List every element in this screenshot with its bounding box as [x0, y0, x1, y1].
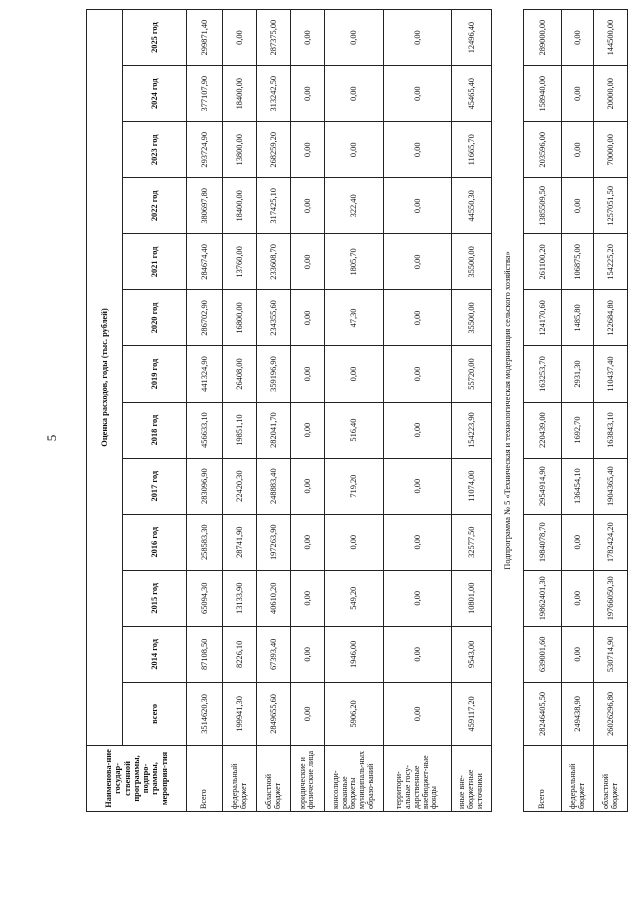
table-cell: 2849655,60: [257, 682, 291, 745]
table-cell: 0,00: [291, 178, 325, 234]
table-cell: 220439,00: [523, 402, 561, 458]
table-cell: 258583,30: [187, 514, 223, 570]
subprogram-title: Подпрограмма № 5 «Техническая и технологическая модернизация сельского хозяйства»: [492, 10, 524, 812]
table-cell: 0,00: [291, 570, 325, 626]
table-cell: 12496,40: [451, 10, 492, 66]
table-cell: 293724,90: [187, 122, 223, 178]
table-cell: 35500,00: [451, 234, 492, 290]
row-label: федеральный бюджет: [223, 745, 257, 811]
table-row: [291, 10, 325, 812]
table-cell: 2954914,90: [523, 458, 561, 514]
table-cell: 359196,90: [257, 346, 291, 402]
table-cell: 459117,20: [451, 682, 492, 745]
table-cell: 1385509,50: [523, 178, 561, 234]
table-cell: 16800,00: [223, 290, 257, 346]
table-cell: 248883,40: [257, 458, 291, 514]
table-cell: 0,00: [383, 122, 451, 178]
table-cell: 44550,30: [451, 178, 492, 234]
table-cell: 124170,60: [523, 290, 561, 346]
table-cell: 0,00: [383, 682, 451, 745]
table-row: [451, 10, 492, 812]
table-cell: 110437,40: [594, 346, 628, 402]
table-cell: 0,00: [383, 402, 451, 458]
table-cell: 282041,70: [257, 402, 291, 458]
table-cell: 234355,60: [257, 290, 291, 346]
row-label: территори-альные госу-дарственные внебюджет-ные фонды: [383, 745, 451, 811]
table-cell: 0,00: [383, 290, 451, 346]
table-cell: 106875,00: [562, 234, 594, 290]
table-cell: 0,00: [383, 178, 451, 234]
column-header: 2023 год: [123, 122, 187, 178]
table-cell: 67393,40: [257, 626, 291, 682]
table-cell: 0,00: [324, 514, 383, 570]
table-cell: 441324,90: [187, 346, 223, 402]
row-label: федеральный бюджет: [562, 745, 594, 811]
table-cell: 0,00: [562, 514, 594, 570]
table-cell: 20000,00: [594, 66, 628, 122]
table-cell: 639001,60: [523, 626, 561, 682]
column-header: 2015 год: [123, 570, 187, 626]
table-cell: 456633,10: [187, 402, 223, 458]
table-cell: 45465,40: [451, 66, 492, 122]
column-header: 2018 год: [123, 402, 187, 458]
table-cell: 28246405,50: [523, 682, 561, 745]
table-cell: 0,00: [324, 122, 383, 178]
table-cell: 283096,90: [187, 458, 223, 514]
table-cell: 163843,10: [594, 402, 628, 458]
stub-header: Наименова-ние государ-ственной программы, подпро-граммы, мероприя-тия: [87, 745, 187, 811]
column-header: 2022 год: [123, 178, 187, 234]
row-label: юридические и физические лица: [291, 745, 325, 811]
rotated-table-wrapper: [86, 9, 628, 812]
table-cell: 0,00: [383, 626, 451, 682]
table-row: [523, 10, 561, 812]
table-cell: 0,00: [291, 122, 325, 178]
table-cell: 0,00: [383, 10, 451, 66]
table-cell: 0,00: [291, 458, 325, 514]
table-cell: 0,00: [324, 10, 383, 66]
table-cell: 0,00: [291, 346, 325, 402]
table-cell: 11665,70: [451, 122, 492, 178]
table-cell: 11074,00: [451, 458, 492, 514]
table-cell: 13133,90: [223, 570, 257, 626]
table-row: [187, 10, 223, 812]
table-cell: 18400,00: [223, 178, 257, 234]
table-cell: 40610,20: [257, 570, 291, 626]
table-cell: 530714,90: [594, 626, 628, 682]
table-cell: 26026296,80: [594, 682, 628, 745]
table-cell: 0,00: [291, 514, 325, 570]
table-cell: 1485,80: [562, 290, 594, 346]
table-cell: 0,00: [383, 514, 451, 570]
table-cell: 197263,90: [257, 514, 291, 570]
row-label: областной бюджет: [594, 745, 628, 811]
column-header: 2016 год: [123, 514, 187, 570]
expense-table: [86, 9, 628, 812]
table-cell: 0,00: [562, 570, 594, 626]
table-cell: 317425,10: [257, 178, 291, 234]
table-cell: 0,00: [383, 234, 451, 290]
page-number: 5: [44, 434, 59, 442]
table-cell: 289000,00: [523, 10, 561, 66]
table-cell: 122684,80: [594, 290, 628, 346]
table-cell: 65094,30: [187, 570, 223, 626]
table-cell: 18400,00: [223, 66, 257, 122]
table-cell: 70000,00: [594, 122, 628, 178]
table-cell: 10801,00: [451, 570, 492, 626]
table-cell: 0,00: [562, 626, 594, 682]
table-cell: 0,00: [383, 458, 451, 514]
column-header: всего: [123, 682, 187, 745]
table-cell: 0,00: [291, 682, 325, 745]
table-cell: 0,00: [383, 66, 451, 122]
table-cell: 154223,90: [451, 402, 492, 458]
table-cell: 313242,50: [257, 66, 291, 122]
table-cell: 163253,70: [523, 346, 561, 402]
table-cell: 13800,00: [223, 122, 257, 178]
table-row: [383, 10, 451, 812]
table-cell: 26408,00: [223, 346, 257, 402]
table-cell: 35500,00: [451, 290, 492, 346]
table-cell: 19766050,30: [594, 570, 628, 626]
row-label: Всего: [187, 745, 223, 811]
table-cell: 0,00: [383, 346, 451, 402]
table-cell: 322,40: [324, 178, 383, 234]
table-row: [223, 10, 257, 812]
table-cell: 1257051,50: [594, 178, 628, 234]
table-cell: 249438,90: [562, 682, 594, 745]
table-cell: 199941,30: [223, 682, 257, 745]
table-row: [324, 10, 383, 812]
table-cell: 87108,50: [187, 626, 223, 682]
table-cell: 261100,20: [523, 234, 561, 290]
column-header: 2025 год: [123, 10, 187, 66]
row-label: консолиди-рованные бюджеты муниципаль-ных образо-ваний: [324, 745, 383, 811]
table-row: [562, 10, 594, 812]
table-cell: 13760,00: [223, 234, 257, 290]
table-cell: 0,00: [291, 234, 325, 290]
table-cell: 0,00: [223, 10, 257, 66]
table-cell: 1782424,20: [594, 514, 628, 570]
table-body: [187, 10, 628, 812]
column-header: 2021 год: [123, 234, 187, 290]
table-cell: 144500,00: [594, 10, 628, 66]
table-cell: 0,00: [291, 66, 325, 122]
table-cell: 377107,90: [187, 66, 223, 122]
group-header: Оценка расходов, годы (тыс. рублей): [87, 10, 123, 746]
table-cell: 516,40: [324, 402, 383, 458]
table-cell: 3514620,30: [187, 682, 223, 745]
table-cell: 5906,20: [324, 682, 383, 745]
table-cell: 1805,70: [324, 234, 383, 290]
column-header: 2017 год: [123, 458, 187, 514]
table-cell: 233608,70: [257, 234, 291, 290]
table-cell: 55720,00: [451, 346, 492, 402]
table-cell: 19862401,30: [523, 570, 561, 626]
table-cell: 0,00: [291, 290, 325, 346]
table-cell: 2931,30: [562, 346, 594, 402]
table-cell: 158940,00: [523, 66, 561, 122]
table-cell: 0,00: [562, 122, 594, 178]
table-cell: 22420,30: [223, 458, 257, 514]
table-cell: 32577,50: [451, 514, 492, 570]
table-cell: 549,20: [324, 570, 383, 626]
table-cell: 0,00: [291, 10, 325, 66]
table-row: [594, 10, 628, 812]
subprogram-row: [492, 10, 524, 812]
table-cell: 47,30: [324, 290, 383, 346]
table-cell: 1692,70: [562, 402, 594, 458]
table-cell: 0,00: [562, 178, 594, 234]
row-label: Всего: [523, 745, 561, 811]
row-label: областной бюджет: [257, 745, 291, 811]
table-cell: 1984078,70: [523, 514, 561, 570]
table-cell: 154225,20: [594, 234, 628, 290]
table-cell: 287375,00: [257, 10, 291, 66]
table-cell: 268259,20: [257, 122, 291, 178]
table-cell: 0,00: [383, 570, 451, 626]
table-cell: 0,00: [562, 10, 594, 66]
column-header: 2014 год: [123, 626, 187, 682]
row-label: иные вне-бюджетные источники: [451, 745, 492, 811]
table-cell: 299871,40: [187, 10, 223, 66]
table-cell: 9543,00: [451, 626, 492, 682]
column-header: 2024 год: [123, 66, 187, 122]
table-cell: 0,00: [291, 402, 325, 458]
table-row: [257, 10, 291, 812]
table-cell: 719,20: [324, 458, 383, 514]
column-header: 2019 год: [123, 346, 187, 402]
table-cell: 8226,10: [223, 626, 257, 682]
table-cell: 28741,90: [223, 514, 257, 570]
table-cell: 1904365,40: [594, 458, 628, 514]
table-cell: 136454,10: [562, 458, 594, 514]
table-cell: 0,00: [324, 66, 383, 122]
table-cell: 203596,00: [523, 122, 561, 178]
table-cell: 19851,10: [223, 402, 257, 458]
column-header-row: [123, 10, 187, 812]
table-cell: 0,00: [562, 66, 594, 122]
table-cell: 286702,90: [187, 290, 223, 346]
column-header: 2020 год: [123, 290, 187, 346]
table-cell: 380697,80: [187, 178, 223, 234]
table-cell: 0,00: [324, 346, 383, 402]
table-cell: 284674,40: [187, 234, 223, 290]
table-cell: 0,00: [291, 626, 325, 682]
table-cell: 1946,00: [324, 626, 383, 682]
